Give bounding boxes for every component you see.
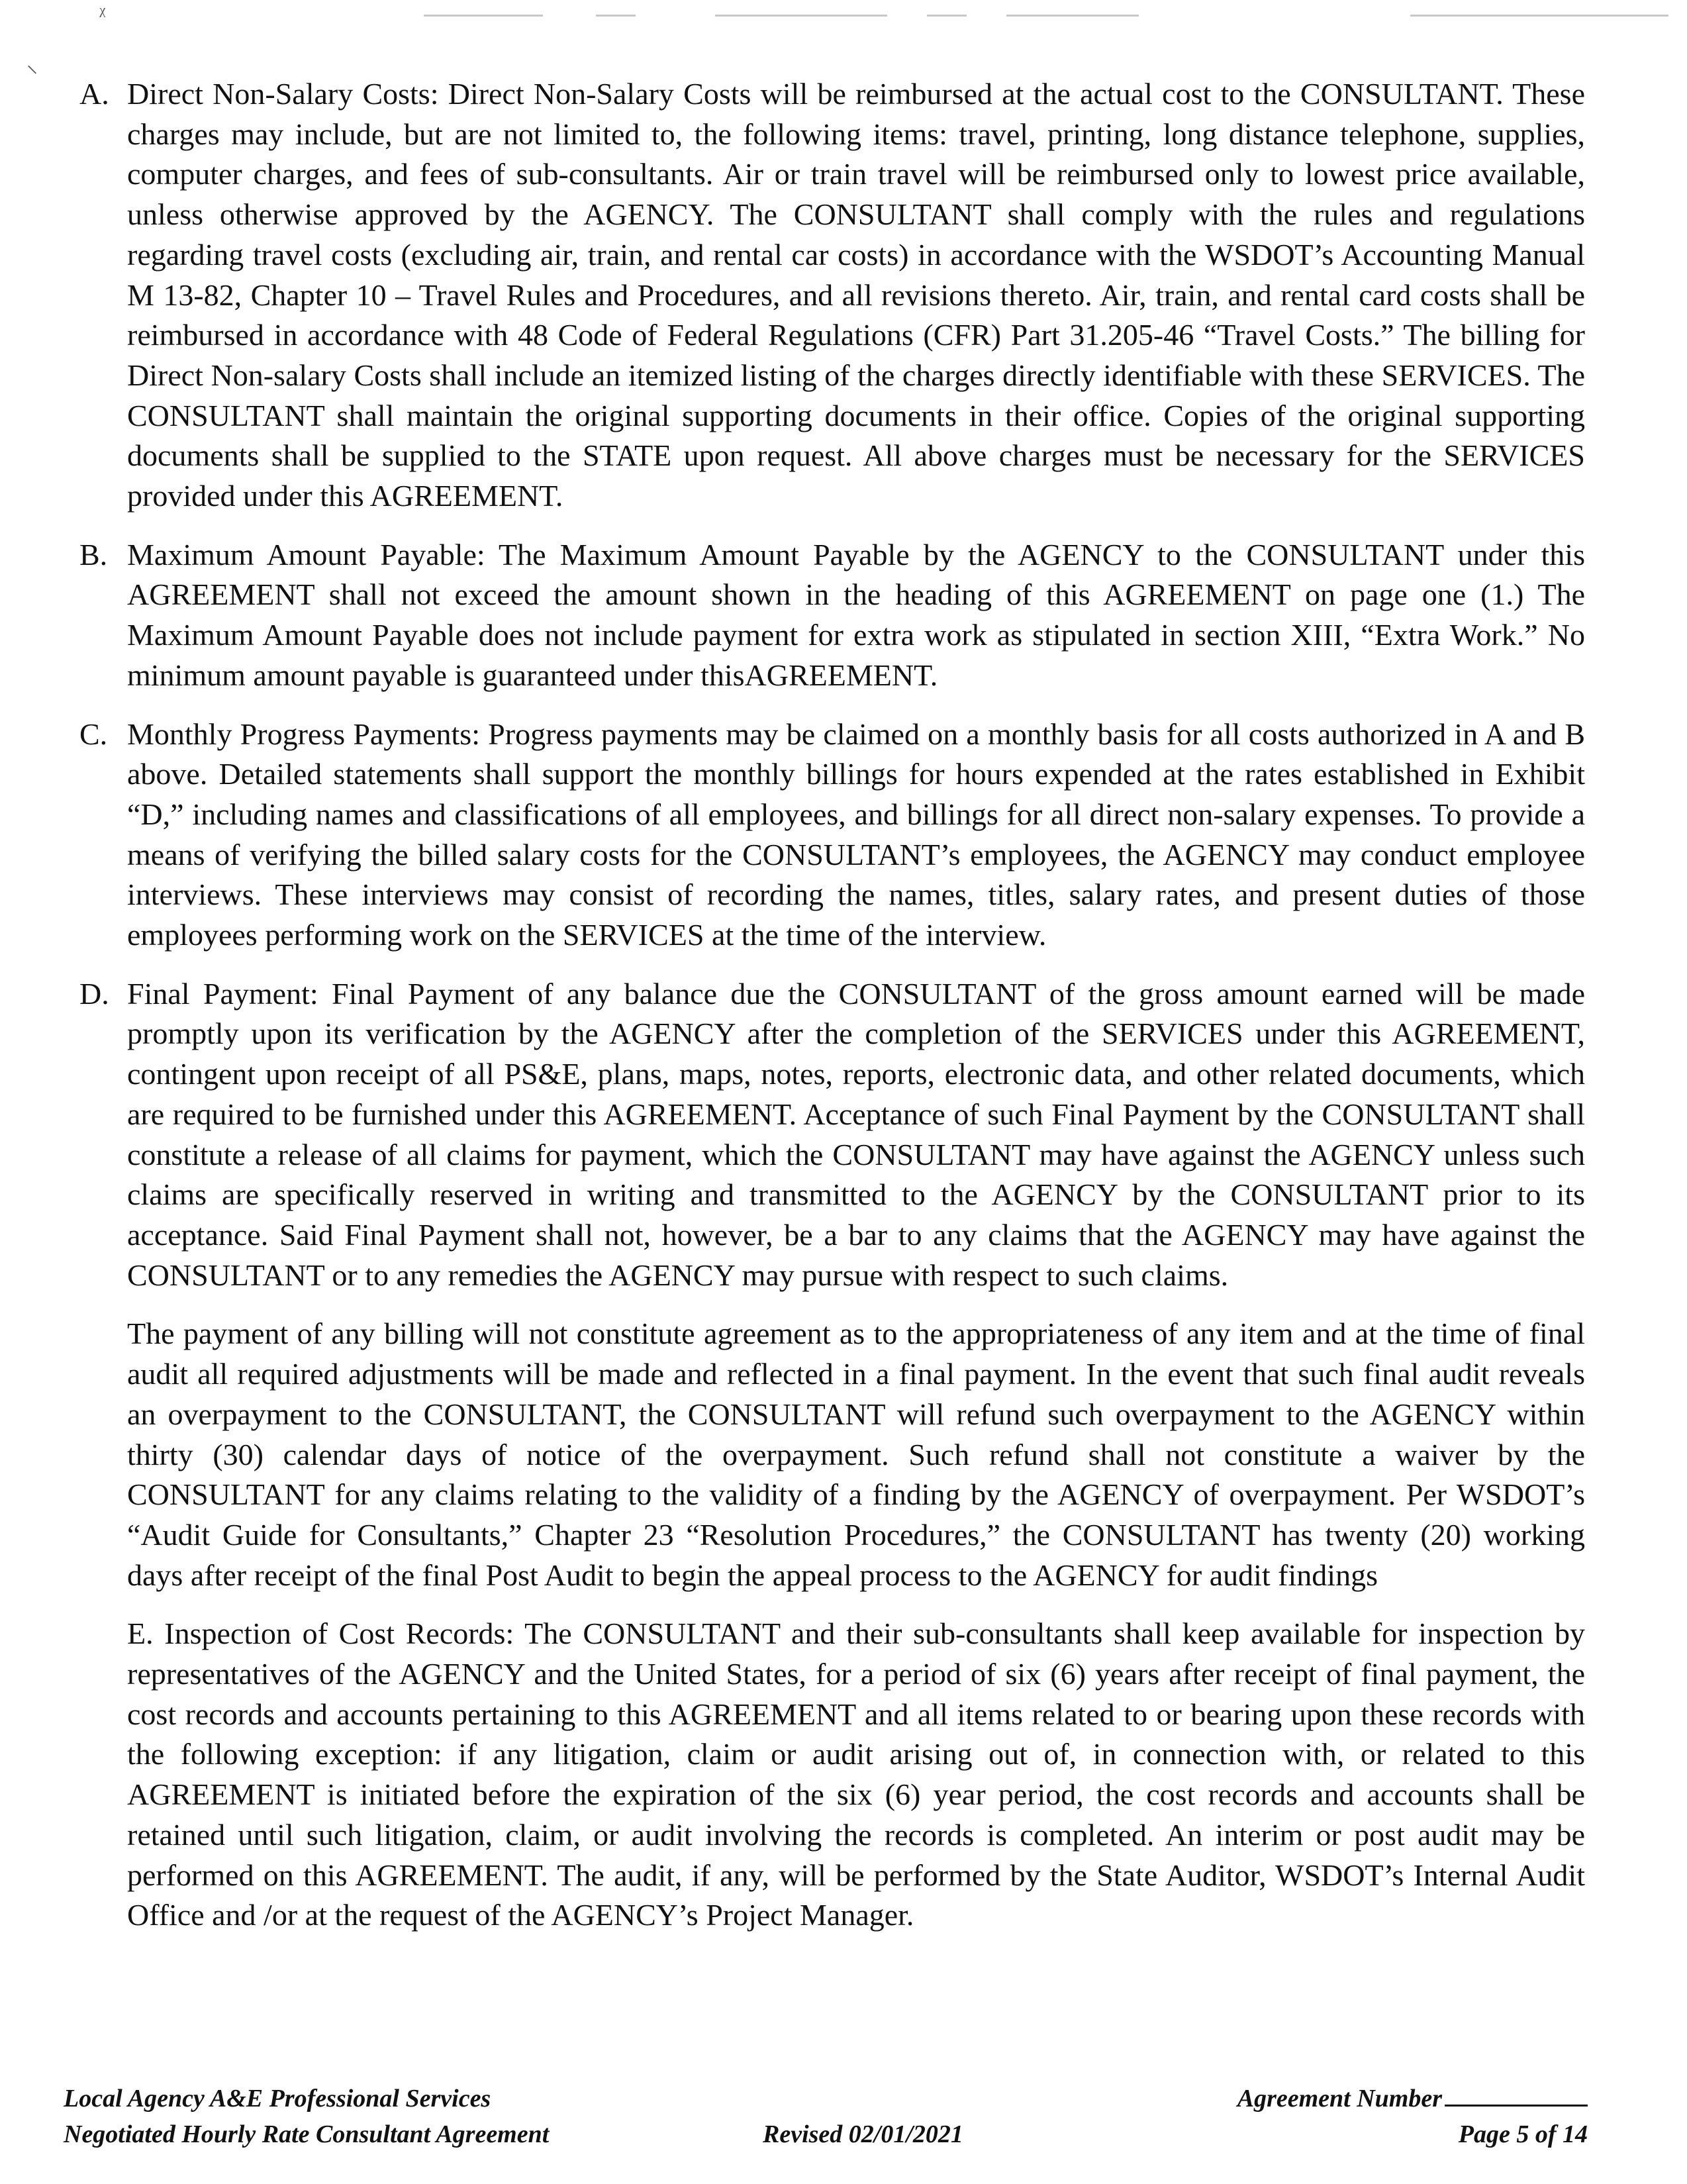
scan-artifact-line xyxy=(1006,15,1139,17)
section-b xyxy=(79,535,1585,696)
page-number: Page 5 of 14 xyxy=(1458,2120,1588,2148)
scan-artifact-line xyxy=(927,15,967,17)
section-e-text: E. Inspection of Cost Records: The CONSULTANT and their sub-consultants shall keep available for inspection by representatives of the AGENCY and the United States, for a period of six (6) years after receipt of final payment, the cost records and accounts pertaining to this AGREEMENT and all items related to or bearing upon these records with the following exception: if any litigation, claim or audit arising out of, in connection with, or related to this AGREEMENT is initiated before the expiration of the six (6) year period, the cost records and accounts shall be retained until such litigation, claim, or audit involving the records is completed. An interim or post audit may be performed on this AGREEMENT. The audit, if any, will be performed by the State Auditor, WSDOT’s Internal Audit Office and /or at the request of the AGENCY’s Project Manager. xyxy=(127,1616,1585,1932)
footer-title-line1: Local Agency A&E Professional Services xyxy=(64,2085,491,2112)
footer-left xyxy=(64,2081,549,2152)
agreement-number-field xyxy=(1237,2081,1588,2116)
scan-artifact-line xyxy=(424,15,543,17)
section-d-text: Final Payment: Final Payment of any balance due the CONSULTANT of the gross amount earned will be made promptly upon its verification by the AGENCY after the completion of the SERVICES under this AGREEMENT, contingent upon receipt of all PS&E, plans, maps, notes, reports, electronic data, and other related documents, which are required to be furnished under this AGREEMENT. Acceptance of such Final Payment by the CONSULTANT shall constitute a release of all claims for payment, which the CONSULTANT may have against the AGENCY unless such claims are specifically reserved in writing and transmitted to the AGENCY by the CONSULTANT prior to its acceptance. Said Final Payment shall not, however, be a bar to any claims that the AGENCY may have against the CONSULTANT or to any remedies the AGENCY may pursue with respect to such claims. xyxy=(127,976,1585,1292)
footer-title-line2: Negotiated Hourly Rate Consultant Agreement xyxy=(64,2120,550,2148)
section-letter: A. xyxy=(79,77,109,111)
scan-artifact-line xyxy=(715,15,887,17)
agreement-number-blank xyxy=(1445,2082,1588,2107)
scan-artifact-mark: ⸌ xyxy=(26,62,38,87)
section-d xyxy=(79,974,1585,1296)
section-a xyxy=(79,74,1585,517)
scan-artifact-mark: ᵡ xyxy=(99,1,106,26)
page-footer xyxy=(0,2081,1687,2160)
audit-paragraph xyxy=(127,1314,1585,1595)
footer-right xyxy=(1237,2081,1588,2152)
section-letter: C. xyxy=(79,717,108,751)
section-c xyxy=(79,715,1585,956)
scan-artifact-line xyxy=(1410,15,1668,17)
body-text xyxy=(0,74,1687,1954)
scan-artifact-line xyxy=(596,15,636,17)
footer-revised-date: Revised 02/01/2021 xyxy=(763,2120,963,2148)
section-letter: D. xyxy=(79,976,109,1011)
section-a-text: Direct Non-Salary Costs: Direct Non-Salary Costs will be reimbursed at the actual cost to the CONSULTANT. These charges may include, but are not limited to, the following items: travel, printing, long distance telephone, supplies, computer charges, and fees of sub-consultants. Air or train travel will be reimbursed only to lowest price available, unless otherwise approved by the AGENCY. The CONSULTANT shall comply with the rules and regulations regarding travel costs (excluding air, train, and rental car costs) in accordance with the WSDOT’s Accounting Manual M 13-82, Chapter 10 – Travel Rules and Procedures, and all revisions thereto. Air, train, and rental card costs shall be reimbursed in accordance with 48 Code of Federal Regulations (CFR) Part 31.205-46 “Travel Costs.” The billing for Direct Non-salary Costs shall include an itemized listing of the charges directly identifiable with these SERVICES. The CONSULTANT shall maintain the original supporting documents in their office. Copies of the original supporting documents shall be supplied to the STATE upon request. All above charges must be necessary for the SERVICES provided under this AGREEMENT. xyxy=(127,77,1585,513)
audit-paragraph-text: The payment of any billing will not constitute agreement as to the appropriateness of any item and at the time of final audit all required adjustments will be made and reflected in a final payment. In the event that such final audit reveals an overpayment to the CONSULTANT, the CONSULTANT will refund such overpayment to the AGENCY within thirty (30) calendar days of notice of the overpayment. Such refund shall not constitute a waiver by the CONSULTANT for any claims relating to the validity of a finding by the AGENCY of overpayment. Per WSDOT’s “Audit Guide for Consultants,” Chapter 23 “Resolution Procedures,” the CONSULTANT has twenty (20) working days after receipt of the final Post Audit to begin the appeal process to the AGENCY for audit findings xyxy=(127,1316,1585,1592)
section-letter: B. xyxy=(79,537,108,571)
section-e xyxy=(127,1614,1585,1936)
agreement-number-label: Agreement Number xyxy=(1237,2085,1442,2112)
section-c-text: Monthly Progress Payments: Progress payments may be claimed on a monthly basis for all costs authorized in A and B above. Detailed statements shall support the monthly billings for hours expended at the rates established in Exhibit “D,” including names and classifications of all employees, and billings for all direct non-salary expenses. To provide a means of verifying the billed salary costs for the CONSULTANT’s employees, the AGENCY may conduct employee interviews. These interviews may consist of recording the names, titles, salary rates, and present duties of those employees performing work on the SERVICES at the time of the interview. xyxy=(127,717,1585,952)
section-b-text: Maximum Amount Payable: The Maximum Amount Payable by the AGENCY to the CONSULTANT under this AGREEMENT shall not exceed the amount shown in the heading of this AGREEMENT on page one (1.) The Maximum Amount Payable does not include payment for extra work as stipulated in section XIII, “Extra Work.” No minimum amount payable is guaranteed under thisAGREEMENT. xyxy=(127,537,1585,692)
